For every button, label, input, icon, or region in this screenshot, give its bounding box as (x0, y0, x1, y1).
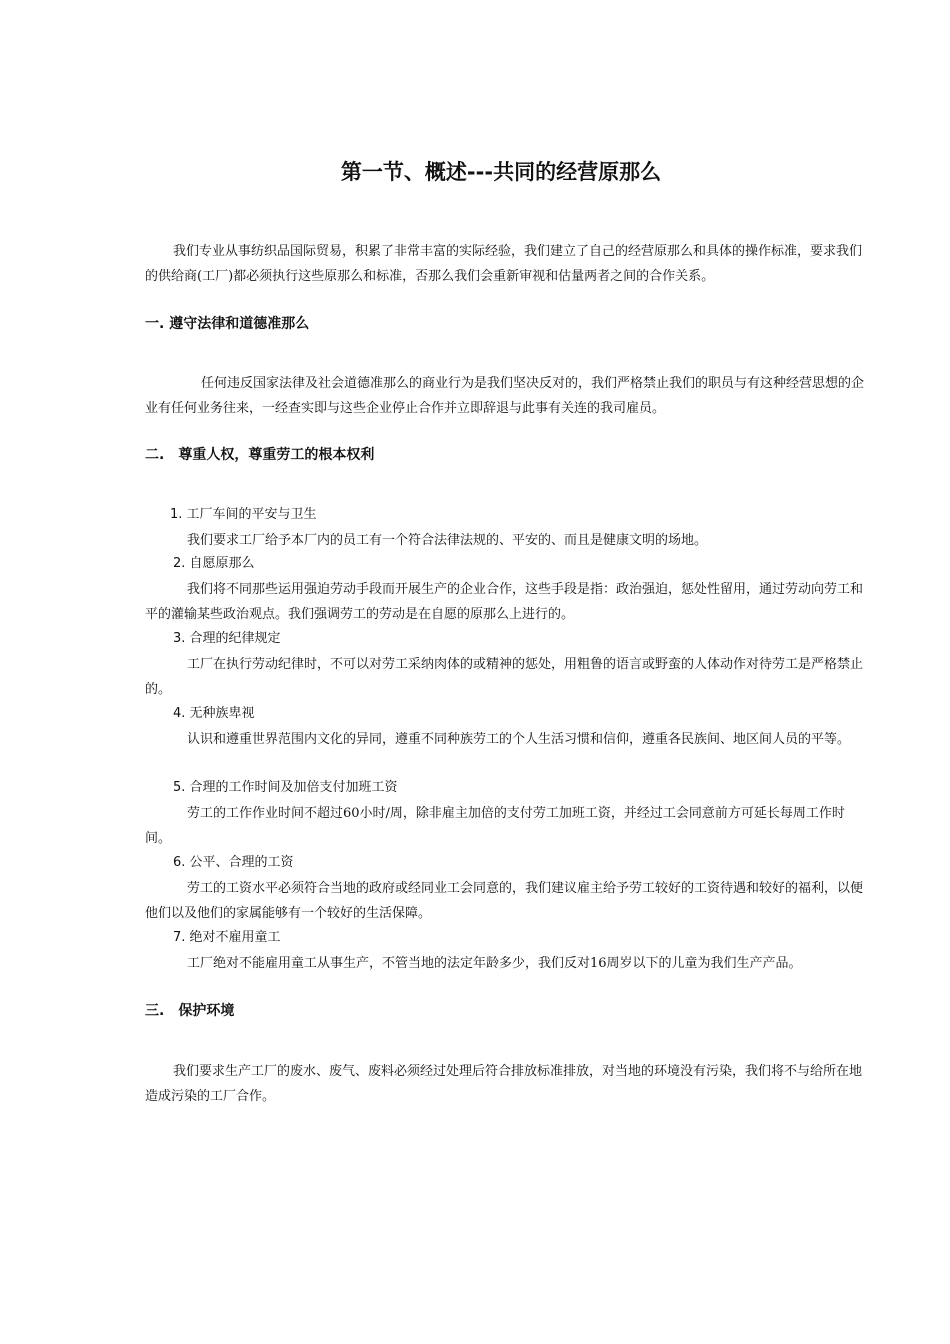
item-2-title: 2. 自愿原那么 (173, 556, 255, 571)
section-2-heading: 二. 尊重人权，尊重劳工的根本权利 (145, 447, 375, 463)
item-1-title: 1. 工厂车间的平安与卫生 (170, 507, 317, 522)
intro-paragraph: 我们专业从事纺织品国际贸易，积累了非常丰富的实际经验，我们建立了自己的经营原那么和具体的操作标准，要求我们的供给商(工厂)都必须执行这些原那么和标准，否那么我们会重新审视和估量两者之间的合作关系。 (145, 244, 863, 284)
item-5-title: 5. 合理的工作时间及加倍支付加班工资 (173, 780, 398, 795)
item-5-body: 劳工的工作作业时间不超过60小时/周，除非雇主加倍的支付劳工加班工资，并经过工会同意前方可延长每周工作时间。 (145, 806, 845, 846)
section-3-heading: 三. 保护环境 (145, 1003, 235, 1019)
item-7-body: 工厂绝对不能雇用童工从事生产，不管当地的法定年龄多少，我们反对16周岁以下的儿童为我们生产产品。 (187, 956, 802, 971)
item-1-body: 我们要求工厂给予本厂内的员工有一个符合法律法规的、平安的、而且是健康文明的场地。 (187, 533, 708, 548)
section-1-body: 任何违反国家法律及社会道德准那么的商业行为是我们坚决反对的，我们严格禁止我们的职员与有这种经营思想的企业有任何业务往来，一经查实即与这些企业停止合作并立即辞退与此事有关连的我司雇员。 (145, 376, 865, 416)
item-7-title: 7. 绝对不雇用童工 (173, 930, 281, 945)
section-3-body: 我们要求生产工厂的废水、废气、废料必须经过处理后符合排放标准排放，对当地的环境没有污染，我们将不与给所在地造成污染的工厂合作。 (145, 1064, 863, 1104)
item-6-body: 劳工的工资水平必须符合当地的政府或经同业工会同意的，我们建议雇主给予劳工较好的工资待遇和较好的福利，以便他们以及他们的家属能够有一个较好的生活保障。 (145, 881, 864, 921)
section-1-heading: 一. 遵守法律和道德准那么 (145, 316, 310, 332)
item-3-title: 3. 合理的纪律规定 (173, 631, 281, 646)
item-4-body: 认识和遵重世界范围内文化的异同，遵重不同种族劳工的个人生活习惯和信仰，遵重各民族间、地区间人员的平等。 (187, 732, 851, 747)
item-4-title: 4. 无种族卑视 (173, 706, 255, 721)
item-2-body: 我们将不同那些运用强迫劳动手段而开展生产的企业合作，这些手段是指：政治强迫，惩处性留用，通过劳动向劳工和平的灌输某些政治观点。我们强调劳工的劳动是在自愿的原那么上进行的。 (145, 582, 864, 622)
page-title: 第一节、概述---共同的经营原那么 (340, 160, 662, 184)
item-6-title: 6. 公平、合理的工资 (173, 855, 294, 870)
item-3-body: 工厂在执行劳动纪律时，不可以对劳工采纳肉体的或精神的惩处，用粗鲁的语言或野蛮的人体动作对待劳工是严格禁止的。 (145, 657, 864, 697)
